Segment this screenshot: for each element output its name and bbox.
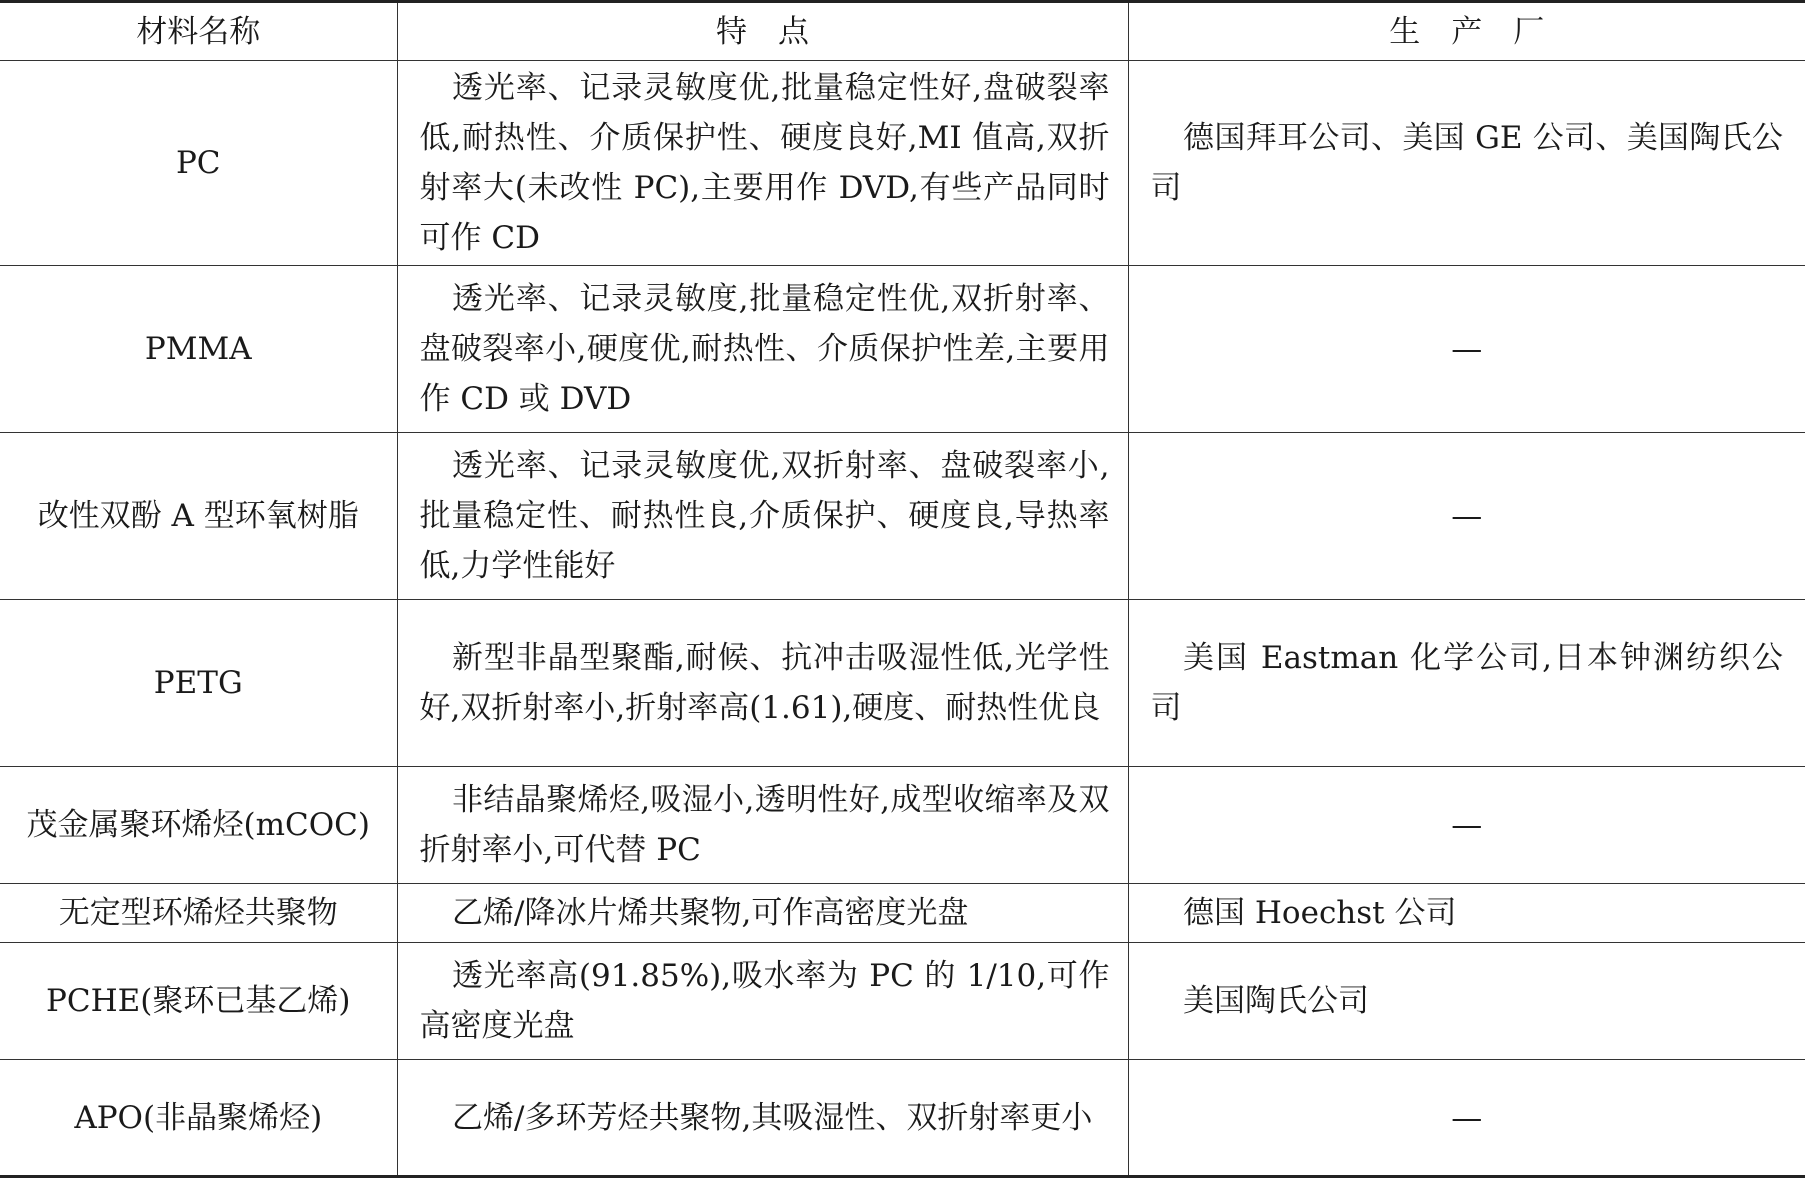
table-row	[0, 767, 1805, 884]
features-cell	[397, 432, 1128, 599]
material-name-cell: PC	[0, 61, 397, 266]
manufacturer-text: —	[1451, 330, 1483, 367]
manufacturer-cell	[1128, 1060, 1805, 1177]
material-name-cell: 茂金属聚环烯烃(mCOC)	[0, 767, 397, 884]
features-cell	[397, 61, 1128, 266]
features-cell	[397, 884, 1128, 943]
header-material-name: 材料名称	[0, 2, 397, 61]
features-cell	[397, 1060, 1128, 1177]
table-row	[0, 884, 1805, 943]
material-name-cell: APO(非晶聚烯烃)	[0, 1060, 397, 1177]
manufacturer-cell	[1128, 600, 1805, 767]
table-row	[0, 942, 1805, 1060]
manufacturer-cell	[1128, 61, 1805, 266]
header-manufacturer: 生 产 厂	[1128, 2, 1805, 61]
manufacturer-text: 美国 Eastman 化学公司,日本钟渊纺织公司	[1150, 640, 1783, 727]
features-text: 透光率、记录灵敏度,批量稳定性优,双折射率、盘破裂率小,硬度优,耐热性、介质保护性差,主要用作 CD 或 DVD	[419, 280, 1110, 417]
header-features: 特 点	[397, 2, 1128, 61]
table-row	[0, 61, 1805, 266]
features-cell	[397, 942, 1128, 1060]
features-text: 透光率高(91.85%),吸水率为 PC 的 1/10,可作高密度光盘	[419, 958, 1110, 1045]
features-text: 透光率、记录灵敏度优,双折射率、盘破裂率小,批量稳定性、耐热性良,介质保护、硬度良,导热率低,力学性能好	[419, 448, 1110, 585]
features-text: 新型非晶型聚酯,耐候、抗冲击吸湿性低,光学性好,双折射率小,折射率高(1.61),硬度、耐热性优良	[419, 640, 1110, 727]
features-cell	[397, 265, 1128, 432]
features-text: 透光率、记录灵敏度优,批量稳定性好,盘破裂率低,耐热性、介质保护性、硬度良好,MI 值高,双折射率大(未改性 PC),主要用作 DVD,有些产品同时可作 CD	[419, 69, 1110, 256]
table-row	[0, 1060, 1805, 1177]
manufacturer-text: —	[1451, 498, 1483, 535]
manufacturer-cell	[1128, 884, 1805, 943]
features-cell	[397, 600, 1128, 767]
features-text: 乙烯/降冰片烯共聚物,可作高密度光盘	[452, 894, 969, 931]
features-text: 非结晶聚烯烃,吸湿小,透明性好,成型收缩率及双折射率小,可代替 PC	[419, 782, 1110, 869]
manufacturer-text: 美国陶氏公司	[1183, 983, 1370, 1020]
manufacturer-cell	[1128, 265, 1805, 432]
material-name-cell: 改性双酚 A 型环氧树脂	[0, 432, 397, 599]
manufacturer-cell	[1128, 432, 1805, 599]
table-row	[0, 600, 1805, 767]
manufacturer-text: 德国 Hoechst 公司	[1183, 894, 1457, 931]
header-row	[0, 2, 1805, 61]
features-cell	[397, 767, 1128, 884]
table-row	[0, 432, 1805, 599]
manufacturer-text: 德国拜耳公司、美国 GE 公司、美国陶氏公司	[1150, 119, 1783, 206]
material-name-cell: PETG	[0, 600, 397, 767]
manufacturer-cell	[1128, 942, 1805, 1060]
manufacturer-text: —	[1451, 1099, 1483, 1136]
material-name-cell: PMMA	[0, 265, 397, 432]
material-name-cell: 无定型环烯烃共聚物	[0, 884, 397, 943]
features-text: 乙烯/多环芳烃共聚物,其吸湿性、双折射率更小	[452, 1099, 1093, 1136]
manufacturer-cell	[1128, 767, 1805, 884]
manufacturer-text: —	[1451, 807, 1483, 844]
table-row	[0, 265, 1805, 432]
material-name-cell: PCHE(聚环已基乙烯)	[0, 942, 397, 1060]
